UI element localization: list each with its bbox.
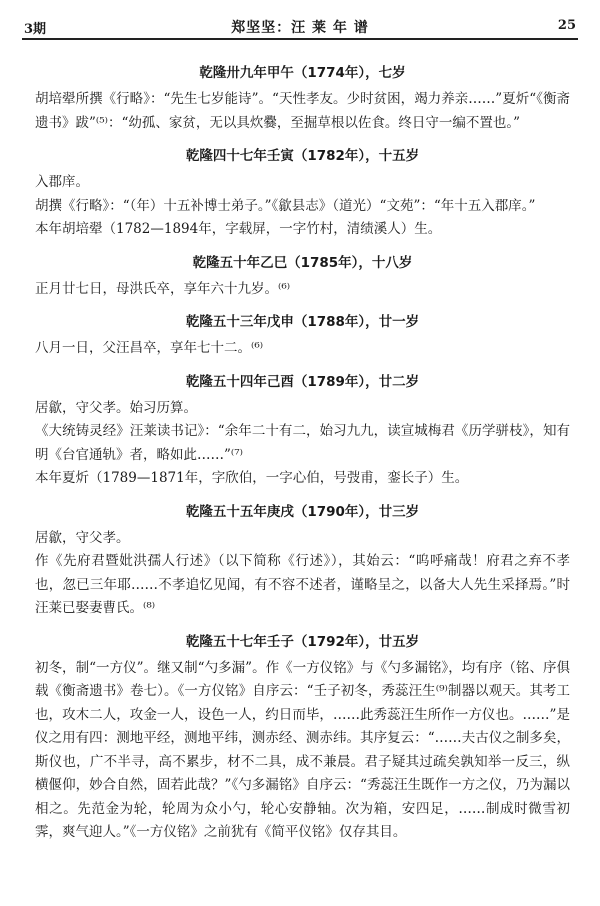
paragraph: 正月廿七日，母洪氏卒，享年六十九岁。⁽⁶⁾ [35,280,291,297]
paragraph: 胡撰《行略》：“（年）十五补博士弟子。”《歙县志》（道光）“文苑”：“年十五入郡庠。” [35,197,536,214]
section-heading: 乾隆五十七年壬子（1792年），廿五岁 [185,633,420,650]
section-heading: 乾隆五十三年戊申（1788年），廿一岁 [185,314,420,330]
section-heading: 乾隆四十七年壬寅（1782年），十五岁 [185,148,420,164]
paragraph: 居歙，守父孝。 [35,529,130,546]
issue-label: 3期 [24,22,47,37]
section-heading: 乾隆五十五年庚戌（1790年），廿三岁 [185,503,420,520]
paragraph: 居歙，守父孝。始习历算。 [35,399,197,416]
paragraph: 入郡庠。 [35,174,89,190]
article-body [35,50,570,845]
running-title: 郑坚坚：汪 莱 年 谱 [231,20,369,36]
paragraph: 初冬，制“一方仪”。继又制“勺多漏”。作《一方仪铭》与《勺多漏铭》，均有序（铭、序俱载《衡斋遗书》卷七）。《一方仪铭》自序云：“壬子初冬，秀蕊汪生⁽⁹⁾制器以观天。其考工也，攻木二人，攻金一人，设色一人，约日而毕，……此秀蕊汪生所作一方仪也。……”是仪之用有四：测地平经，测地平纬，测赤经、测赤纬。其序复云：“……夫古仪之制多矣，斯仪也，广不半寻，高不累步，材不二具，成不兼晨。君子疑其过疏矣孰知举一反三，纵横偃仰，妙合自然，固若此哉？”《勺多漏铭》自序云：“秀蕊汪生既作一方之仪，乃为漏以相之。先范金为轮，轮周为众小勺，轮心安静轴。次为箱，安四足，……制成时微雪初霁，爽气迎人。”《一方仪铭》之前犹有《简平仪铭》仅存其目。 [35,659,570,840]
paragraph: 作《先府君暨妣洪孺人行述》（以下简称《行述》），其始云：“呜呼痛哉！府君之弃不孝也，忽已三年耶……不孝追忆见闻，有不容不述者，谨略呈之，以备大人先生采择焉。”时汪莱已娶妻曹氏。⁽⁸⁾ [35,553,570,616]
paragraph: 《大统铸灵经》汪莱读书记》：“余年二十有二，始习九九，读宣城梅君《历学骈枝》，知有明《台官通轨》者，略如此……”⁽⁷⁾ [35,423,570,463]
section-heading: 乾隆五十四年己酉（1789年），廿二岁 [185,373,420,390]
running-header [22,16,578,40]
paragraph: 本年胡培翚（1782—1894年，字载屏，一字竹村，清绩溪人）生。 [35,221,442,237]
paragraph: 本年夏炘（1789—1871年，字欣伯，一字心伯，号弢甫，銮长子）生。 [35,470,469,486]
paragraph: 胡培翚所撰《行略》：“先生七岁能诗”。“天性孝友。少时贫困，竭力养亲……”夏炘“《衡斋遗书》跋”⁽⁵⁾：“幼孤、家贫，无以具炊爨，至掘草根以佐食。终日守一编不置也。” [35,91,570,131]
page-number: 25 [557,18,576,33]
paragraph: 八月一日，父汪昌卒，享年七十二。⁽⁶⁾ [35,340,264,356]
section-heading: 乾隆五十年乙巳（1785年），十八岁 [192,254,413,271]
section-heading: 乾隆卅九年甲午（1774年），七岁 [199,65,406,81]
